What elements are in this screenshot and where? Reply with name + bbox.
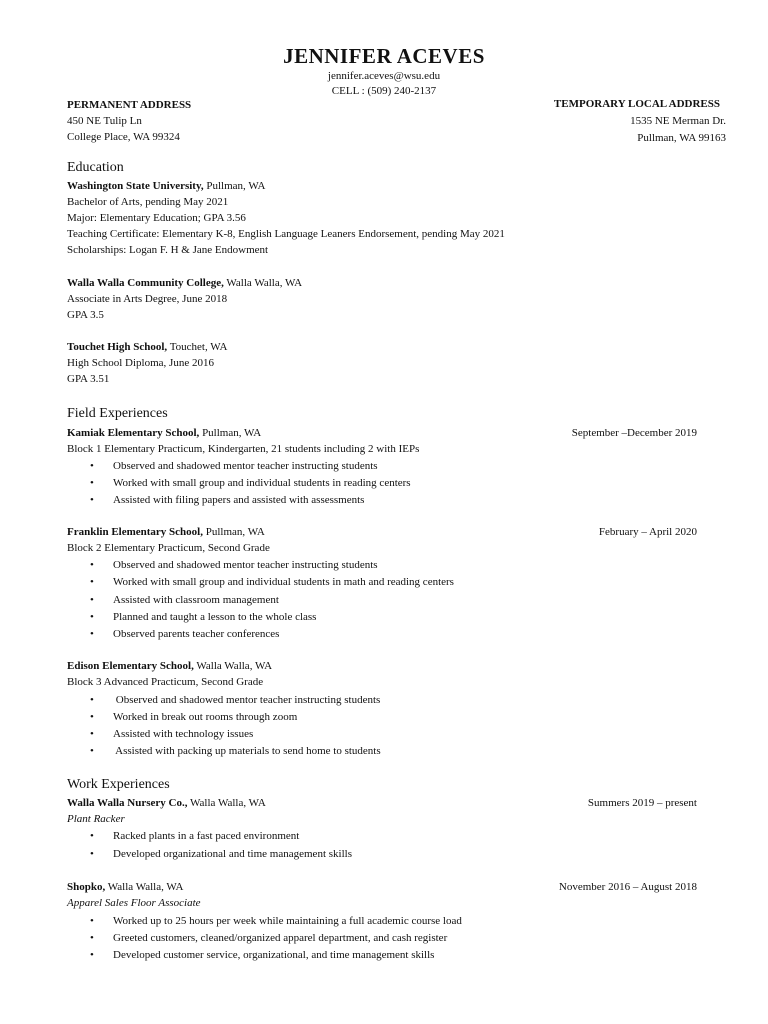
bullet-item: • Worked with small group and individual students in reading centers bbox=[113, 475, 411, 492]
education-line: Bachelor of Arts, pending May 2021 bbox=[67, 196, 229, 208]
bullet-item: • Assisted with filing papers and assisted with assessments bbox=[113, 492, 364, 509]
education-line: High School Diploma, June 2016 bbox=[67, 357, 214, 369]
bullet-item: • Worked with small group and individual students in math and reading centers bbox=[113, 574, 454, 591]
bullet-item: • Planned and taught a lesson to the whole class bbox=[113, 609, 316, 626]
education-line: Teaching Certificate: Elementary K-8, English Language Leaners Endorsement, pending May 2021 bbox=[67, 228, 505, 240]
bullet-item: • Assisted with classroom management bbox=[113, 592, 279, 609]
experience-name: Edison Elementary School, bbox=[67, 660, 194, 672]
school-heading bbox=[67, 275, 302, 291]
education-line: Scholarships: Logan F. H & Jane Endowment bbox=[67, 244, 269, 256]
experience-location: Walla Walla, WA bbox=[105, 881, 184, 893]
bullet-item: • Worked up to 25 hours per week while maintaining a full academic course load bbox=[113, 913, 462, 930]
experience-name: Walla Walla Nursery Co., bbox=[67, 797, 188, 809]
experience-dates: November 2016 – August 2018 bbox=[558, 881, 697, 893]
bullet-icon: • bbox=[90, 915, 94, 927]
experience-subtitle: Block 2 Elementary Practicum, Second Grade bbox=[67, 542, 270, 554]
temporary-address-label: TEMPORARY LOCAL ADDRESS bbox=[553, 98, 720, 110]
bullet-item: • Observed and shadowed mentor teacher instructing students bbox=[113, 458, 378, 475]
temporary-address-line2: Pullman, WA 99163 bbox=[637, 132, 726, 144]
experience-location: Walla Walla, WA bbox=[187, 797, 266, 809]
experience-heading bbox=[67, 795, 266, 811]
experience-subtitle: Block 1 Elementary Practicum, Kindergarten, 21 students including 2 with IEPs bbox=[67, 443, 420, 455]
bullet-item: • Greeted customers, cleaned/organized apparel department, and cash register bbox=[113, 930, 447, 947]
school-location: Walla Walla, WA bbox=[223, 277, 303, 289]
bullet-icon: • bbox=[90, 611, 94, 623]
field-experiences-heading: Field Experiences bbox=[67, 406, 168, 421]
bullet-icon: • bbox=[90, 949, 94, 961]
permanent-address-line2: College Place, WA 99324 bbox=[67, 131, 180, 143]
school-name: Washington State University, bbox=[67, 180, 204, 192]
school-location: Touchet, WA bbox=[167, 341, 228, 353]
bullet-item: • Developed organizational and time management skills bbox=[113, 846, 352, 863]
bullet-icon: • bbox=[90, 628, 94, 640]
bullet-item: • Assisted with packing up materials to send home to students bbox=[113, 743, 381, 760]
school-heading bbox=[67, 339, 227, 355]
bullet-icon: • bbox=[90, 745, 94, 757]
job-role: Plant Racker bbox=[67, 813, 125, 825]
bullet-icon: • bbox=[90, 932, 94, 944]
email-text: jennifer.aceves@wsu.edu bbox=[327, 70, 441, 82]
experience-location: Pullman, WA bbox=[202, 526, 265, 538]
bullet-icon: • bbox=[90, 830, 94, 842]
experience-dates: Summers 2019 – present bbox=[587, 797, 697, 809]
bullet-item: • Observed and shadowed mentor teacher instructing students bbox=[113, 557, 378, 574]
experience-name: Shopko, bbox=[67, 881, 106, 893]
education-line: Major: Elementary Education; GPA 3.56 bbox=[67, 212, 246, 224]
bullet-item: • Racked plants in a fast paced environment bbox=[113, 828, 299, 845]
permanent-address-label: PERMANENT ADDRESS bbox=[67, 99, 192, 111]
bullet-item: • Observed and shadowed mentor teacher instructing students bbox=[113, 692, 380, 709]
bullet-icon: • bbox=[90, 711, 94, 723]
school-location: Pullman, WA bbox=[203, 180, 266, 192]
education-heading: Education bbox=[67, 160, 124, 175]
school-name: Walla Walla Community College, bbox=[67, 277, 224, 289]
bullet-icon: • bbox=[90, 559, 94, 571]
bullet-item: • Worked in break out rooms through zoom bbox=[113, 709, 297, 726]
experience-location: Walla Walla, WA bbox=[193, 660, 273, 672]
bullet-item: • Developed customer service, organizational, and time management skills bbox=[113, 947, 434, 964]
school-heading bbox=[67, 178, 265, 194]
experience-name: Franklin Elementary School, bbox=[67, 526, 203, 538]
experience-heading bbox=[67, 524, 265, 540]
education-line: GPA 3.51 bbox=[67, 373, 110, 385]
cell-text: CELL : (509) 240-2137 bbox=[331, 85, 437, 97]
applicant-name: JENNIFER ACEVES bbox=[283, 44, 485, 68]
experience-subtitle: Block 3 Advanced Practicum, Second Grade bbox=[67, 676, 264, 688]
education-line: Associate in Arts Degree, June 2018 bbox=[67, 293, 228, 305]
bullet-icon: • bbox=[90, 576, 94, 588]
experience-location: Pullman, WA bbox=[199, 427, 262, 439]
bullet-item: • Observed parents teacher conferences bbox=[113, 626, 279, 643]
job-role: Apparel Sales Floor Associate bbox=[67, 897, 201, 909]
permanent-address-line1: 450 NE Tulip Ln bbox=[67, 115, 142, 127]
experience-dates: February – April 2020 bbox=[598, 526, 697, 538]
bullet-item: • Assisted with technology issues bbox=[113, 726, 253, 743]
temporary-address-line1: 1535 NE Merman Dr. bbox=[630, 115, 726, 127]
education-line: GPA 3.5 bbox=[67, 309, 104, 321]
bullet-icon: • bbox=[90, 477, 94, 489]
bullet-icon: • bbox=[90, 460, 94, 472]
bullet-icon: • bbox=[90, 848, 94, 860]
bullet-icon: • bbox=[90, 728, 94, 740]
experience-heading bbox=[67, 425, 261, 441]
experience-name: Kamiak Elementary School, bbox=[67, 427, 200, 439]
experience-dates: September –December 2019 bbox=[571, 427, 697, 439]
work-experiences-heading: Work Experiences bbox=[67, 777, 170, 792]
school-name: Touchet High School, bbox=[67, 341, 168, 353]
bullet-icon: • bbox=[90, 594, 94, 606]
experience-heading bbox=[67, 879, 184, 895]
experience-heading bbox=[67, 658, 272, 674]
bullet-icon: • bbox=[90, 694, 94, 706]
bullet-icon: • bbox=[90, 494, 94, 506]
